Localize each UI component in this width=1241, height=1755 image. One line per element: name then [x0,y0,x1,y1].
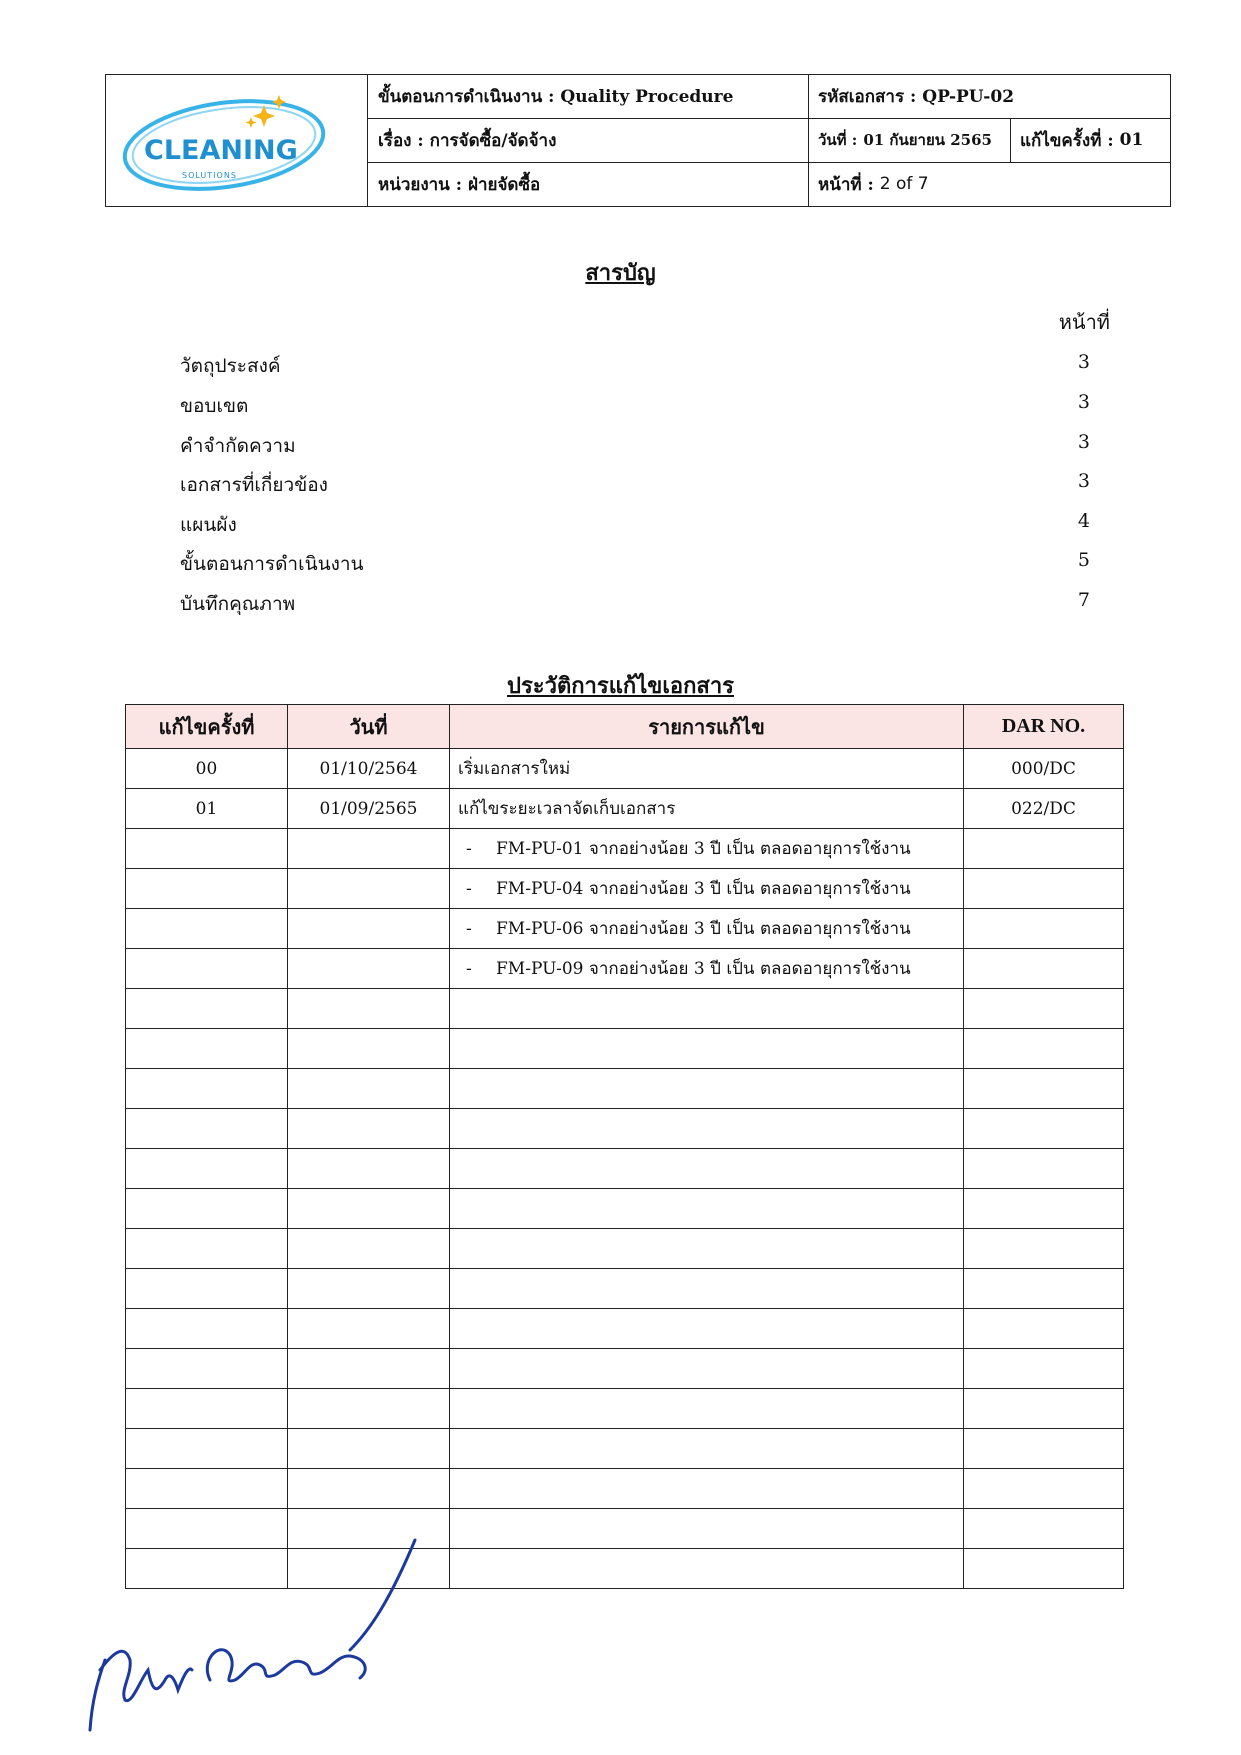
dar-cell [964,1189,1124,1229]
table-row [126,1349,1124,1389]
doc-code-label: รหัสเอกสาร : [818,87,917,107]
procedure-label: ขั้นตอนการดำเนินงาน : [378,87,555,107]
table-row [126,909,1124,949]
date-cell: 01/10/2564 [288,749,450,789]
revision-label: แก้ไขครั้งที่ : [1020,130,1114,151]
toc-item-page: 5 [1077,549,1090,571]
revision-cell [126,869,288,909]
date-cell: 01/09/2565 [288,789,450,829]
bullet-dash: - [466,879,472,899]
table-row [126,949,1124,989]
revision-cell: 01 [126,789,288,829]
toc-item-page: 3 [1077,391,1090,413]
dar-cell [964,1429,1124,1469]
date-cell [288,869,450,909]
handwritten-signature [70,1530,430,1740]
description-cell [450,829,964,869]
revision-cell [126,989,288,1029]
procedure-cell [368,75,808,118]
date-label: วันที่ : [818,131,858,149]
table-row [126,1029,1124,1069]
description-cell [450,1189,964,1229]
date-cell [288,1349,450,1389]
column-header-date: วันที่ [288,705,450,749]
department-cell [368,162,808,206]
dar-cell [964,1549,1124,1589]
dar-cell [964,869,1124,909]
date-cell [288,1189,450,1229]
toc-item-page: 3 [1077,431,1090,453]
date-cell [288,1069,450,1109]
date-cell [288,1469,450,1509]
date-value: 01 กันยายน 2565 [863,131,992,149]
dar-cell [964,829,1124,869]
table-header-row [126,705,1124,749]
dar-cell [964,1349,1124,1389]
date-cell [288,1269,450,1309]
revision-cell [126,1149,288,1189]
table-row [126,1429,1124,1469]
description-cell [450,1149,964,1189]
company-logo [106,75,368,206]
dar-cell [964,1389,1124,1429]
revision-cell [126,1389,288,1429]
dar-cell [964,1109,1124,1149]
revision-cell [126,1469,288,1509]
description-cell [450,1549,964,1589]
table-row [126,1469,1124,1509]
table-row [126,1189,1124,1229]
toc-item-label: วัตถุประสงค์ [180,355,281,377]
description-cell [450,1349,964,1389]
toc-item [0,391,1241,421]
description-cell: เริ่มเอกสารใหม่ [450,749,964,789]
toc-item-page: 4 [1077,510,1090,532]
toc-item-page: 3 [1077,470,1090,492]
date-cell [288,1149,450,1189]
table-row [126,1069,1124,1109]
dar-cell [964,1069,1124,1109]
dar-cell [964,1029,1124,1069]
toc-item-label: ขอบเขต [180,395,249,417]
department-value: ฝ่ายจัดซื้อ [468,174,541,195]
description-cell [450,1229,964,1269]
toc-item [0,510,1241,540]
revision-cell [126,1029,288,1069]
doc-code-value: QP-PU-02 [922,86,1015,107]
subject-label: เรื่อง : [378,130,424,151]
date-cell [288,1389,450,1429]
toc-item-label: แผนผัง [180,514,237,536]
revision-value: 01 [1119,130,1144,150]
date-cell [808,118,1010,162]
description-cell [450,1269,964,1309]
description-text: FM-PU-01 จากอย่างน้อย 3 ปี เป็น ตลอดอายุการใช้งาน [496,839,911,859]
table-row [126,989,1124,1029]
column-header-description: รายการแก้ไข [450,705,964,749]
toc-item-label: เอกสารที่เกี่ยวข้อง [180,474,328,496]
date-cell [288,909,450,949]
toc-title: สารบัญ [585,260,656,286]
date-cell [288,949,450,989]
dar-cell [964,1469,1124,1509]
date-cell [288,989,450,1029]
description-cell [450,909,964,949]
toc-item [0,431,1241,461]
table-row [126,869,1124,909]
toc-item-label: คำจำกัดความ [180,435,296,457]
table-row [126,789,1124,829]
svg-text:CLEANING: CLEANING [144,135,298,166]
toc-item-label: ขั้นตอนการดำเนินงาน [180,553,364,575]
toc-item-page: 3 [1077,351,1090,373]
bullet-dash: - [466,959,472,979]
description-cell [450,1109,964,1149]
date-cell [288,1309,450,1349]
department-label: หน่วยงาน : [378,174,462,195]
toc-item [0,589,1241,619]
description-text: FM-PU-06 จากอย่างน้อย 3 ปี เป็น ตลอดอายุการใช้งาน [496,919,911,939]
history-title: ประวัติการแก้ไขเอกสาร [507,673,734,699]
description-cell [450,1389,964,1429]
revision-cell [126,829,288,869]
dar-cell [964,1309,1124,1349]
revision-cell [126,1309,288,1349]
table-row [126,1309,1124,1349]
dar-cell [964,1269,1124,1309]
table-row [126,1229,1124,1269]
description-cell [450,949,964,989]
svg-text:SOLUTIONS: SOLUTIONS [182,171,237,180]
revision-cell [126,1189,288,1229]
toc-page-header: หน้าที่ [1058,310,1110,334]
table-row [126,829,1124,869]
column-header-dar-no: DAR NO. [964,705,1124,749]
page-value: 2 of 7 [879,174,929,194]
subject-value: การจัดซื้อ/จัดจ้าง [429,130,557,151]
revision-history-table [125,704,1124,1589]
revision-cell [126,1349,288,1389]
dar-cell [964,989,1124,1029]
description-cell [450,1469,964,1509]
description-cell [450,1309,964,1349]
table-row [126,1389,1124,1429]
table-row [126,1269,1124,1309]
table-row [126,1149,1124,1189]
date-cell [288,1229,450,1269]
revision-cell [126,1069,288,1109]
column-header-revision: แก้ไขครั้งที่ [126,705,288,749]
toc-item [0,351,1241,381]
description-cell [450,989,964,1029]
dar-cell: 022/DC [964,789,1124,829]
toc-item-label: บันทึกคุณภาพ [180,593,296,615]
table-row [126,749,1124,789]
description-cell [450,1029,964,1069]
revision-cell [126,1229,288,1269]
dar-cell [964,909,1124,949]
revision-cell [126,949,288,989]
description-cell [450,869,964,909]
dar-cell: 000/DC [964,749,1124,789]
toc-item [0,470,1241,500]
logo-cell [106,75,368,206]
date-cell [288,1109,450,1149]
dar-cell [964,1229,1124,1269]
description-cell [450,1069,964,1109]
revision-cell [126,1109,288,1149]
document-header [105,74,1171,207]
description-cell [450,1509,964,1549]
table-row [126,1109,1124,1149]
description-text: FM-PU-04 จากอย่างน้อย 3 ปี เป็น ตลอดอายุการใช้งาน [496,879,911,899]
dar-cell [964,949,1124,989]
toc-item [0,549,1241,579]
bullet-dash: - [466,839,472,859]
subject-cell [368,118,808,162]
date-cell [288,829,450,869]
description-text: FM-PU-09 จากอย่างน้อย 3 ปี เป็น ตลอดอายุการใช้งาน [496,959,911,979]
date-cell [288,1029,450,1069]
revision-cell: 00 [126,749,288,789]
dar-cell [964,1149,1124,1189]
revision-cell [126,1269,288,1309]
revision-cell [1010,118,1170,162]
toc-item-page: 7 [1077,589,1090,611]
dar-cell [964,1509,1124,1549]
page-label: หน้าที่ : [818,174,874,195]
procedure-value: Quality Procedure [560,86,734,107]
description-cell [450,1429,964,1469]
bullet-dash: - [466,919,472,939]
description-cell: แก้ไขระยะเวลาจัดเก็บเอกสาร [450,789,964,829]
page-cell [808,162,1170,206]
doc-code-cell [808,75,1170,118]
revision-cell [126,1429,288,1469]
date-cell [288,1429,450,1469]
revision-cell [126,909,288,949]
